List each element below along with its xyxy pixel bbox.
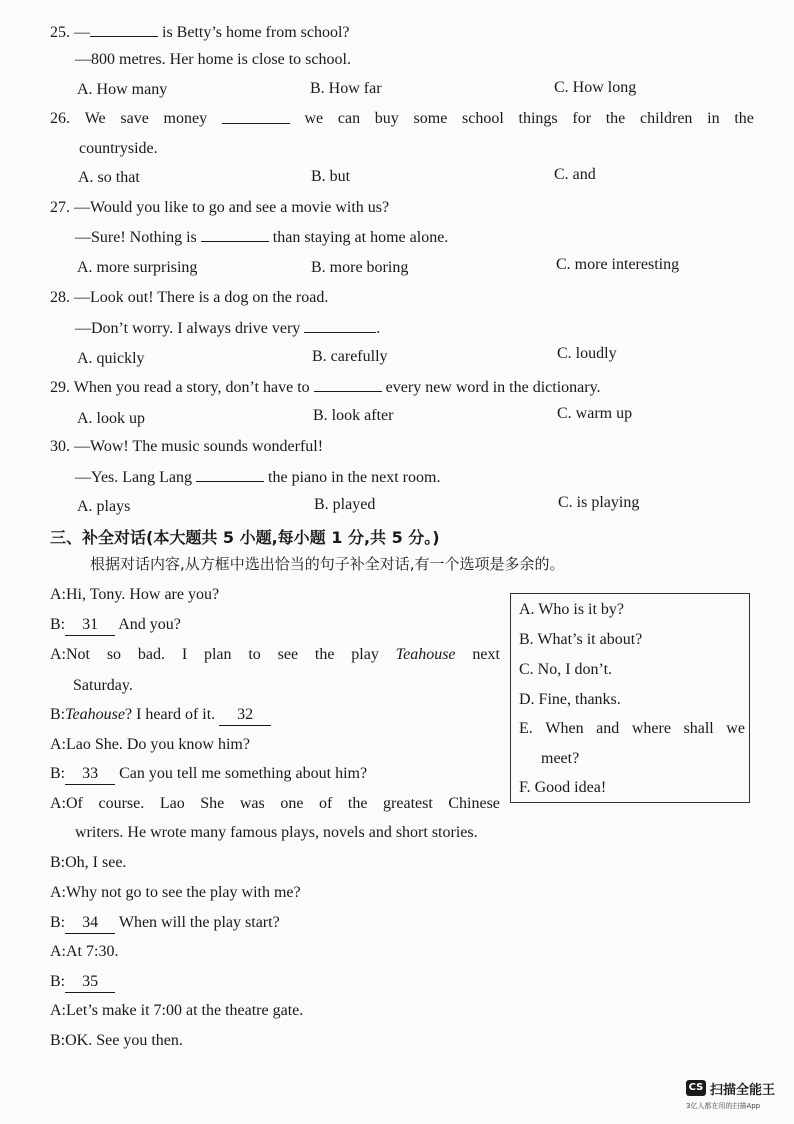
watermark-tagline: 3亿人都在用的扫描App bbox=[686, 1102, 761, 1110]
q29-option-a: A. look up bbox=[77, 410, 145, 427]
dialogue-line-3: A:Not so bad. I plan to see the play Teahouse next bbox=[50, 646, 500, 663]
q30-option-b: B. played bbox=[314, 496, 376, 513]
q28-stem: 28. —Look out! There is a dog on the road. bbox=[50, 289, 329, 306]
q28-option-a: A. quickly bbox=[77, 350, 145, 367]
q30-option-c: C. is playing bbox=[558, 494, 640, 511]
dialogue-line-7: A:Of course. Lao She was one of the greatest Chinese bbox=[50, 795, 500, 812]
blank-34: 34 bbox=[65, 913, 115, 934]
box-option-e: E. When and where shall we bbox=[519, 720, 745, 737]
q27-option-b: B. more boring bbox=[311, 259, 409, 276]
q26-blank bbox=[222, 109, 290, 124]
play-title: Teahouse bbox=[395, 646, 456, 663]
q25-stem: 25. — is Betty’s home from school? bbox=[50, 24, 350, 41]
q25-number: 25. bbox=[50, 24, 70, 41]
q26-option-c: C. and bbox=[554, 166, 596, 183]
q29-option-b: B. look after bbox=[313, 407, 394, 424]
q28-blank bbox=[304, 318, 376, 333]
section-heading: 三、补全对话(本大题共 5 小题,每小题 1 分,共 5 分。) bbox=[50, 528, 440, 547]
q25-option-a: A. How many bbox=[77, 81, 168, 98]
q27-option-a: A. more surprising bbox=[77, 259, 198, 276]
q26-option-b: B. but bbox=[311, 168, 351, 185]
q25-option-b: B. How far bbox=[310, 80, 382, 97]
q29-stem: 29. When you read a story, don’t have to every new word in the dictionary. bbox=[50, 379, 601, 396]
box-option-f: F. Good idea! bbox=[519, 779, 607, 796]
dialogue-line-2: B: 31 And you? bbox=[50, 615, 181, 636]
q30-reply: —Yes. Lang Lang the piano in the next room. bbox=[75, 469, 441, 486]
watermark-name: 扫描全能王 bbox=[710, 1083, 776, 1098]
q28-reply: —Don’t worry. I always drive very . bbox=[75, 320, 381, 337]
options-box bbox=[510, 593, 750, 803]
box-option-a: A. Who is it by? bbox=[519, 601, 625, 618]
q29-blank bbox=[314, 377, 382, 392]
box-option-c: C. No, I don’t. bbox=[519, 661, 613, 678]
dialogue-line-13: A:Let’s make it 7:00 at the theatre gate. bbox=[50, 1002, 304, 1019]
dialogue-line-4: B:Teahouse? I heard of it. 32 bbox=[50, 705, 271, 726]
blank-35: 35 bbox=[65, 972, 115, 993]
q25-option-c: C. How long bbox=[554, 79, 637, 96]
box-option-e-cont: meet? bbox=[541, 750, 580, 767]
blank-31: 31 bbox=[65, 615, 115, 636]
q30-stem: 30. —Wow! The music sounds wonderful! bbox=[50, 438, 324, 455]
q26-stem-cont: countryside. bbox=[79, 140, 158, 157]
dialogue-line-12: B: 35 bbox=[50, 972, 115, 993]
q27-stem: 27. —Would you like to go and see a movie with us? bbox=[50, 199, 390, 216]
box-option-d: D. Fine, thanks. bbox=[519, 691, 621, 708]
dialogue-line-6: B: 33 Can you tell me something about him? bbox=[50, 764, 367, 785]
dialogue-line-10: B: 34 When will the play start? bbox=[50, 913, 280, 934]
dialogue-line-5: A:Lao She. Do you know him? bbox=[50, 736, 250, 753]
q28-option-b: B. carefully bbox=[312, 348, 388, 365]
dialogue-line-1: A:Hi, Tony. How are you? bbox=[50, 586, 220, 603]
q27-blank bbox=[201, 227, 269, 242]
q27-reply: —Sure! Nothing is than staying at home alone. bbox=[75, 229, 449, 246]
dialogue-line-7-cont: writers. He wrote many famous plays, novels and short stories. bbox=[75, 824, 478, 841]
q27-option-c: C. more interesting bbox=[556, 256, 680, 273]
dialogue-line-8: B:Oh, I see. bbox=[50, 854, 127, 871]
q30-option-a: A. plays bbox=[77, 498, 131, 515]
blank-33: 33 bbox=[65, 764, 115, 785]
q30-blank bbox=[196, 467, 264, 482]
q28-option-c: C. loudly bbox=[557, 345, 617, 362]
dialogue-line-9: A:Why not go to see the play with me? bbox=[50, 884, 301, 901]
dialogue-line-14: B:OK. See you then. bbox=[50, 1032, 183, 1049]
q25-blank bbox=[90, 22, 158, 37]
q25-reply: —800 metres. Her home is close to school. bbox=[75, 51, 351, 68]
camscanner-logo-icon: CS bbox=[686, 1080, 706, 1096]
dialogue-line-3-cont: Saturday. bbox=[73, 677, 133, 694]
q29-option-c: C. warm up bbox=[557, 405, 633, 422]
dialogue-line-11: A:At 7:30. bbox=[50, 943, 119, 960]
blank-32: 32 bbox=[219, 705, 271, 726]
section-instruction: 根据对话内容,从方框中选出恰当的句子补全对话,有一个选项是多余的。 bbox=[90, 555, 565, 573]
q26-option-a: A. so that bbox=[78, 169, 140, 186]
box-option-b: B. What’s it about? bbox=[519, 631, 643, 648]
q26-stem: 26. We save money we can buy some school things for the children in the bbox=[50, 110, 754, 127]
